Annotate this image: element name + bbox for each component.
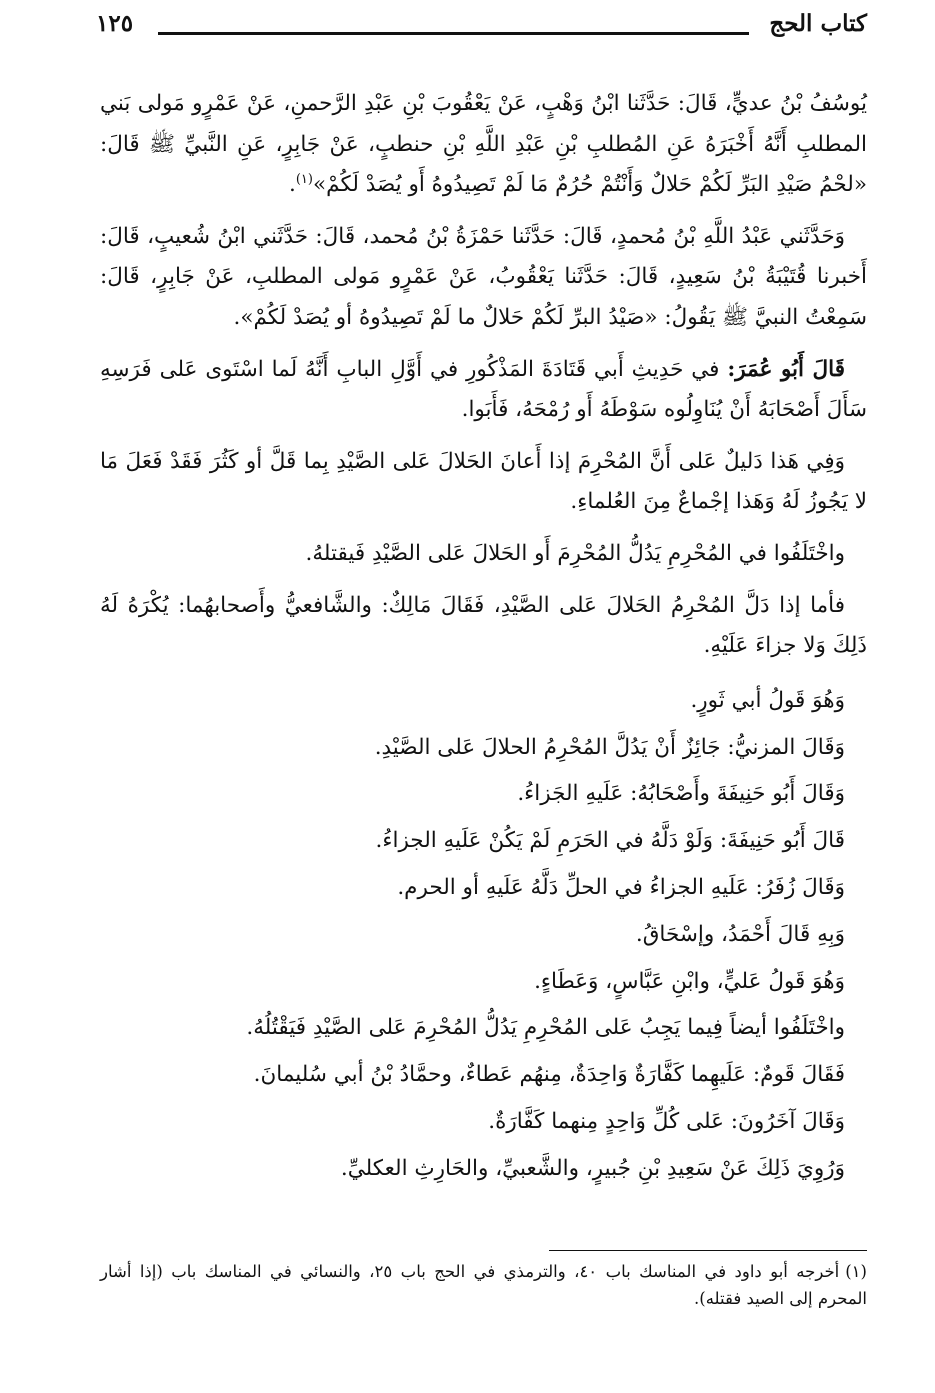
text-line: وَهُوَ قَولُ أبي ثَورٍ. bbox=[690, 687, 845, 713]
main-text bbox=[100, 84, 867, 1192]
page-number: ١٢٥ bbox=[96, 10, 134, 37]
paragraph-malik: فأما إذا دَلَّ المُحْرِمُ الحَلالَ عَلى الصَّيْدِ، فَقَالَ مَالِكٌ: والشَّافعيُّ وأَصحابهُما: يُكْرَهُ لَهُ ذَلِكَ وَلا جزاءَ عَلَيْهِ. bbox=[100, 592, 867, 659]
footnote bbox=[100, 1258, 867, 1312]
paragraph-text: يُوسُفُ بْنُ عديٍّ، قَالَ: حَدَّثَنا ابْنُ وَهْبٍ، عَنْ يَعْقُوبَ بْنِ عَبْدِ الرَّحمنِ، عَنْ عَمْرٍو مَولى بَني المطلبِ أَنَّهُ أَخْبَرَهُ عَنِ المُطلبِ بْنِ عَبْدِ اللَّهِ بْنِ حنطبٍ، عَنْ جَابِرٍ، عَنِ النَّبيِّ ﷺ قَالَ: «لحْمُ صَيْدِ البَرِّ لَكُمْ حَلالٌ وَأَنْتُمْ حُرُمٌ مَا لَمْ تَصِيدُوهُ أَو يُصَدْ لَكُمْ» bbox=[100, 91, 867, 198]
text-line: وَقَالَ زُفَرُ: عَلَيهِ الجزاءُ في الحلِّ دَلَّهُ عَلَيهِ أو الحرم. bbox=[397, 874, 845, 900]
paragraph-end: . bbox=[289, 172, 296, 198]
text-line: وَهُوَ قَولُ عَليٍّ، وابْنِ عَبَّاسٍ، وَعَطَاءٍ. bbox=[534, 968, 845, 994]
paragraph-second-chain: وَحَدَّثَني عَبْدُ اللَّهِ بْنُ مُحمدٍ، قَالَ: حَدَّثَنا حَمْزَةُ بْنُ مُحمد، قَالَ: حَدَّثَني ابْنُ شُعيبٍ، قَالَ: أَخبرنا قُتَيْبَةُ بْنُ سَعِيدٍ، قَالَ: حَدَّثَنا يَعْقُوبُ، عَنْ عَمْرٍو مَولى المطلبِ، عَنْ جَابِرٍ، قَالَ: سَمِعْتُ النبيَّ ﷺ يَقُولُ: «صَيْدُ البرِّ لَكُمْ حَلالٌ ما لَمْ تَصِيدُوهُ أو يُصَدْ لَكُمْ». bbox=[100, 223, 867, 330]
paragraph-abu-umar bbox=[100, 350, 867, 431]
footnote-marker: (١) bbox=[845, 1262, 867, 1281]
text-line: وَقَالَ المزنيُّ: جَائِزٌ أَنْ يَدُلَّ المُحْرِمُ الحلالَ عَلى الصَّيْدِ. bbox=[374, 734, 845, 760]
footnote-separator bbox=[549, 1250, 867, 1251]
running-header bbox=[96, 8, 867, 42]
header-rule bbox=[158, 32, 749, 35]
footnote-reference: (١) bbox=[295, 172, 313, 188]
chapter-title: كتاب الحج bbox=[769, 10, 867, 37]
text-line: واخْتَلَفُوا أيضاً فِيما يَجِبُ عَلى المُحْرِمِ يَدُلُّ المُحْرِمَ عَلى الصَّيْدِ فَيَقْتُلُهُ. bbox=[246, 1015, 845, 1041]
text-line: وَقَالَ أَبُو حَنِيفَةَ وأَصْحَابُهُ: عَلَيهِ الجَزاءُ. bbox=[517, 781, 845, 807]
paragraph-disagreement: واخْتَلَفُوا في المُحْرِمِ يَدُلُّ المُحْرِمَ أَو الحَلالَ عَلى الصَّيْدِ فَيقتلهُ. bbox=[305, 540, 845, 566]
footnote-text: أخرجه أبو داود في المناسك باب ٤٠، والترمذي في الحج باب ٢٥، والنسائي في المناسك باب (إذا أشار المحرم إلى الصيد فقتله). bbox=[100, 1262, 867, 1308]
paragraph-text: في حَدِيثِ أَبي قَتَادَةَ المَذْكُورِ في أَوَّلِ البابِ أَنَّهُ لَما اسْتَوى عَلى فَرَسِهِ سَأَلَ أَصْحَابَهُ أَنْ يُنَاوِلُوه سَوْطَهُ أَو رُمْحَهُ، فَأَبَوا. bbox=[100, 356, 867, 423]
text-line: فَقَالَ قَومٌ: عَلَيهِما كَفَّارَةٌ وَاحِدَةٌ، مِنهُم عَطاءٌ، وحمَّادُ بْنُ أبي سُليمانَ. bbox=[253, 1062, 845, 1088]
paragraph-hadith-jabir bbox=[100, 84, 867, 206]
text-line: قَالَ أَبُو حَنِيفَةَ: وَلَوْ دَلَّهُ في الحَرَمِ لَمْ يَكُنْ عَلَيهِ الجزاءُ. bbox=[375, 828, 845, 854]
paragraph-lead: قَالَ أَبُو عُمَرَ: bbox=[727, 356, 845, 382]
text-line: وَقَالَ آخَرُونَ: عَلى كُلِّ وَاحِدٍ مِنهما كَفَّارَةٌ. bbox=[488, 1108, 845, 1134]
text-line: وَبِهِ قَالَ أَحْمَدُ، وإسْحَاقُ. bbox=[635, 921, 845, 947]
text-line: وَرُوِيَ ذَلِكَ عَنْ سَعِيدِ بْنِ جُبيرٍ، والشَّعبيِّ، والحَارِثِ العكليِّ. bbox=[340, 1155, 845, 1181]
paragraph-consensus: وَفِي هَذا دَليلٌ عَلى أَنَّ المُحْرِمَ إذا أَعانَ الحَلالَ عَلى الصَّيْدِ بِما قَلَّ أو كَثُرَ فَقَدْ فَعَلَ مَا لا يَجُوزُ لَهُ وَهَذا إجْماعٌ مِنَ العُلماءِ. bbox=[100, 448, 867, 515]
